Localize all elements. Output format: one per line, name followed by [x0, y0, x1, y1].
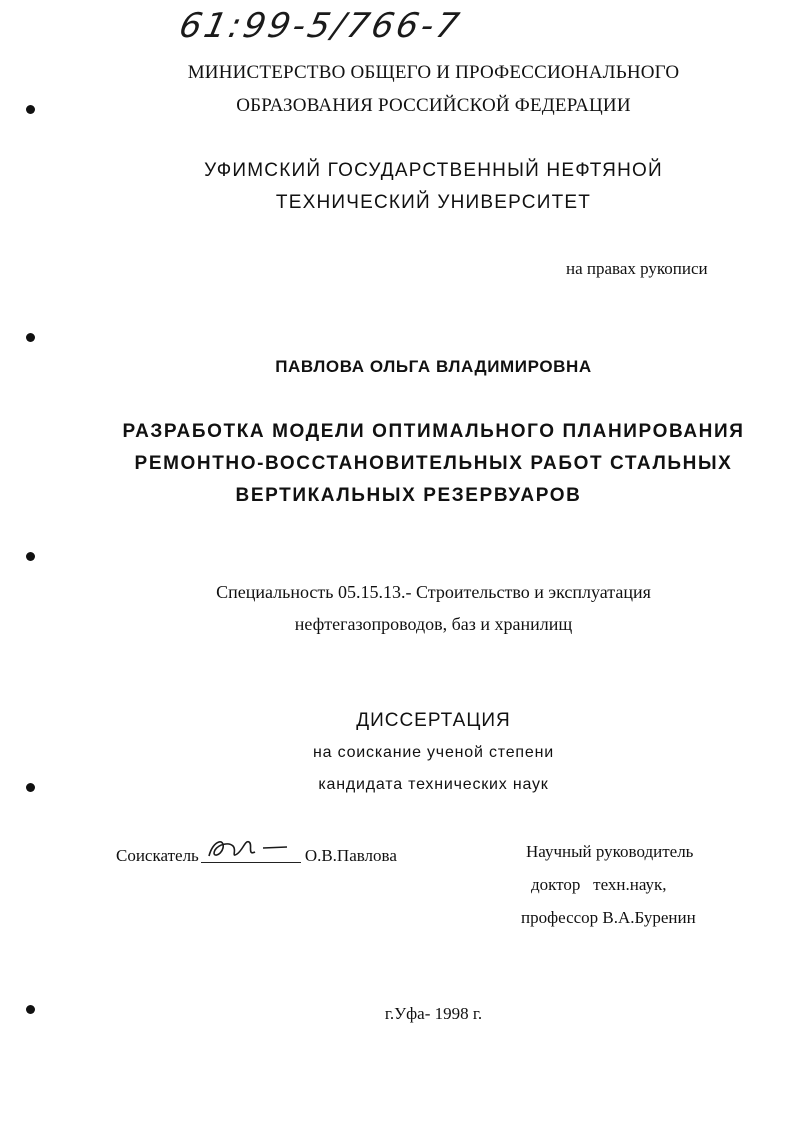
title-line-1: РАЗРАБОТКА МОДЕЛИ ОПТИМАЛЬНОГО ПЛАНИРОВАНИЯ — [122, 421, 745, 442]
binder-hole — [26, 552, 35, 561]
dissertation-heading: ДИССЕРТАЦИЯ — [356, 710, 511, 731]
specialty-line-2: нефтегазопроводов, баз и хранилищ — [294, 614, 573, 634]
applicant-name: О.В.Павлова — [304, 846, 397, 865]
binder-hole — [26, 783, 35, 792]
university-line-1: УФИМСКИЙ ГОСУДАРСТВЕННЫЙ НЕФТЯНОЙ — [204, 160, 663, 181]
manuscript-note: на правах рукописи — [566, 259, 708, 278]
degree-line-2: кандидата технических наук — [318, 776, 549, 793]
ministry-line-1: МИНИСТЕРСТВО ОБЩЕГО И ПРОФЕССИОНАЛЬНОГО — [187, 62, 680, 83]
applicant-signature-line — [116, 842, 397, 866]
archive-code: 61:99-5/766-7 — [175, 6, 466, 46]
ministry-line-2: ОБРАЗОВАНИЯ РОССИЙСКОЙ ФЕДЕРАЦИИ — [236, 95, 631, 116]
binder-hole — [26, 333, 35, 342]
city-year: г.Уфа- 1998 г. — [384, 1004, 483, 1023]
specialty-line-1: Специальность 05.15.13.- Строительство и эксплуатация — [216, 582, 651, 602]
title-line-2: РЕМОНТНО-ВОССТАНОВИТЕЛЬНЫХ РАБОТ СТАЛЬНЫХ — [134, 453, 733, 474]
binder-hole — [26, 105, 35, 114]
signature-field — [201, 842, 301, 863]
supervisor-line-3: профессор В.А.Буренин — [521, 908, 696, 927]
author-name: ПАВЛОВА ОЛЬГА ВЛАДИМИРОВНА — [275, 357, 592, 376]
binder-hole — [26, 1005, 35, 1014]
degree-line-1: на соискание ученой степени — [313, 744, 554, 761]
signature-icon — [203, 834, 299, 862]
applicant-label: Соискатель — [116, 846, 199, 865]
title-line-3: ВЕРТИКАЛЬНЫХ РЕЗЕРВУАРОВ — [235, 485, 582, 506]
university-line-2: ТЕХНИЧЕСКИЙ УНИВЕРСИТЕТ — [275, 192, 592, 213]
supervisor-line-2: доктор техн.наук, — [531, 875, 667, 894]
supervisor-line-1: Научный руководитель — [526, 842, 694, 861]
